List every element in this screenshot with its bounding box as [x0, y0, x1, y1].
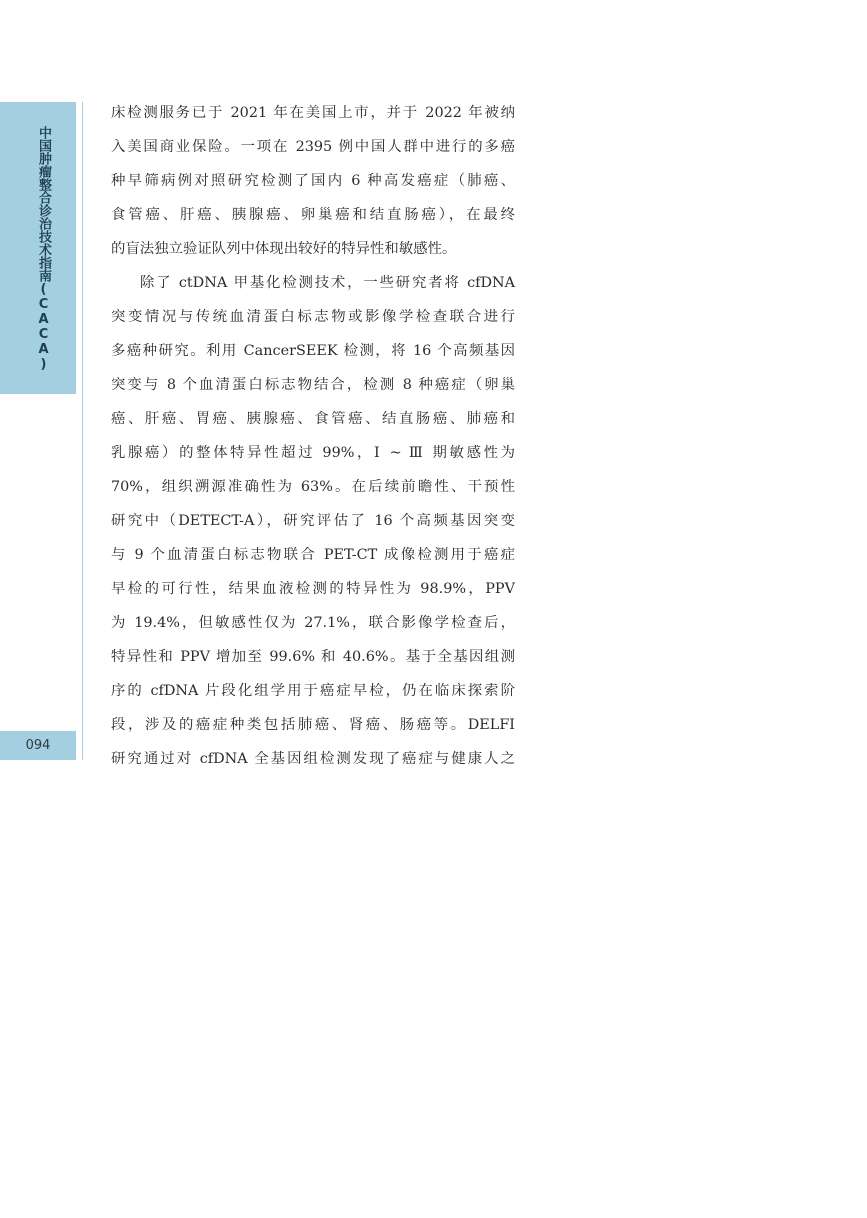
text-line: 段，涉及的癌症种类包括肺癌、肾癌、肠癌等。DELFI — [111, 717, 515, 733]
text-line: 研究通过对 cfDNA 全基因组检测发现了癌症与健康人之 — [111, 751, 515, 767]
text-line: 除了 ctDNA 甲基化检测技术，一些研究者将 cfDNA — [140, 275, 515, 291]
text-line: 多癌种研究。利用 CancerSEEK 检测，将 16 个高频基因 — [111, 343, 515, 359]
margin-rule — [82, 102, 83, 760]
text-line: 序的 cfDNA 片段化组学用于癌症早检，仍在临床探索阶 — [111, 683, 515, 699]
running-title: 中国肿瘤整合诊治技术指南(CACA) — [36, 126, 51, 372]
text-line: 研究中（DETECT-A），研究评估了 16 个高频基因突变 — [111, 513, 515, 529]
text-line: 与 9 个血清蛋白标志物联合 PET-CT 成像检测用于癌症 — [111, 547, 515, 563]
text-line: 早检的可行性，结果血液检测的特异性为 98.9%，PPV — [111, 581, 515, 597]
text-line: 的盲法独立验证队列中体现出较好的特异性和敏感性。 — [111, 241, 457, 257]
text-line: 突变与 8 个血清蛋白标志物结合，检测 8 种癌症（卵巢 — [111, 377, 515, 393]
text-line: 为 19.4%，但敏感性仅为 27.1%，联合影像学检查后， — [111, 615, 515, 631]
text-line: 特异性和 PPV 增加至 99.6% 和 40.6%。基于全基因组测 — [111, 649, 515, 665]
page-number-tab — [0, 731, 76, 760]
text-line: 乳腺癌）的整体特异性超过 99%，Ⅰ ~ Ⅲ 期敏感性为 — [111, 445, 515, 461]
body-text — [111, 96, 515, 776]
text-line: 70%，组织溯源准确性为 63%。在后续前瞻性、干预性 — [111, 479, 515, 495]
text-line: 癌、肝癌、胃癌、胰腺癌、食管癌、结直肠癌、肺癌和 — [111, 411, 515, 427]
text-line: 突变情况与传统血清蛋白标志物或影像学检查联合进行 — [111, 309, 515, 325]
text-line: 种早筛病例对照研究检测了国内 6 种高发癌症（肺癌、 — [111, 173, 515, 189]
page-number: 094 — [25, 738, 51, 753]
text-line: 食管癌、肝癌、胰腺癌、卵巢癌和结直肠癌），在最终 — [111, 207, 515, 223]
text-line: 床检测服务已于 2021 年在美国上市，并于 2022 年被纳 — [111, 105, 515, 121]
text-line: 入美国商业保险。一项在 2395 例中国人群中进行的多癌 — [111, 139, 515, 155]
